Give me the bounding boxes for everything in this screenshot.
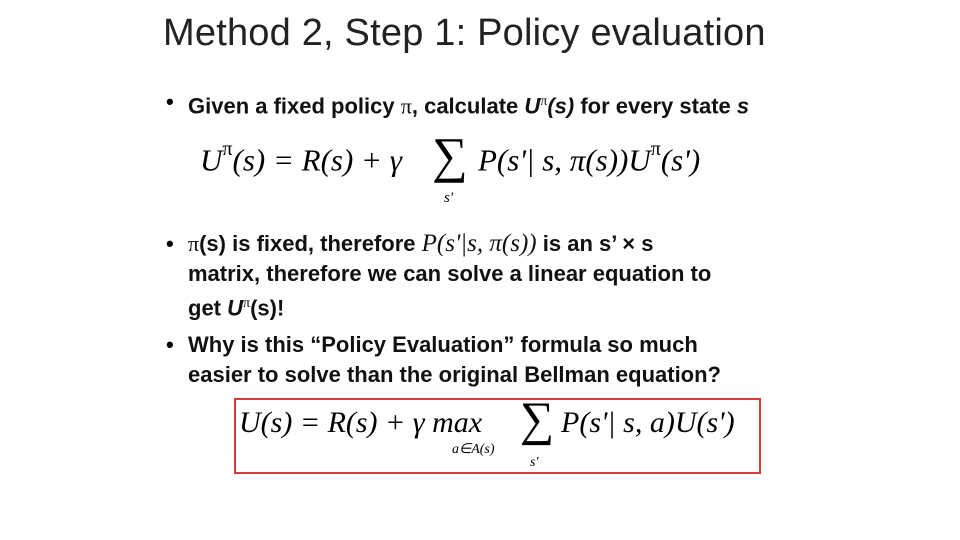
- bullet-3-line-2: easier to solve than the original Bellman equation?: [188, 362, 721, 387]
- summation-symbol: ∑: [520, 393, 555, 446]
- bullet-3-line-1: Why is this “Policy Evaluation” formula so much: [188, 332, 698, 357]
- utility-superscript: π: [243, 296, 251, 311]
- bullet-2-text-a: (s) is fixed, therefore: [199, 231, 422, 256]
- rhs-arg: (s'): [660, 142, 701, 178]
- bullet-marker: •: [166, 332, 174, 357]
- summation-subscript: s': [444, 190, 454, 206]
- pi-symbol: π: [188, 231, 200, 256]
- utility-symbol: U: [227, 295, 244, 321]
- transition-prob: P(s'|s, π(s)): [421, 230, 537, 257]
- lhs-arg: (s) = R(s) + γ: [232, 142, 402, 178]
- bullet-1-text-a: Given a fixed policy: [188, 93, 401, 119]
- bellman-rhs: P(s'| s, a)U(s'): [561, 406, 735, 439]
- bullet-marker: •: [166, 89, 174, 114]
- pi-symbol: π: [400, 93, 412, 119]
- summation-symbol: ∑: [432, 127, 468, 183]
- bullet-1: [188, 87, 749, 121]
- bullet-2: [188, 229, 788, 323]
- utility-superscript: π: [540, 94, 548, 109]
- bullet-2-text-b: is an s’ × s: [536, 231, 654, 256]
- bullet-2-line-3: [188, 289, 788, 323]
- slide-title: Method 2, Step 1: Policy evaluation: [163, 12, 766, 54]
- bullet-marker: •: [166, 231, 174, 256]
- state-arg: (s): [547, 93, 575, 119]
- lhs-sup: π: [222, 138, 233, 160]
- lhs-u: U: [200, 142, 223, 178]
- policy-eval-lhs: [200, 138, 402, 178]
- summation-subscript: s': [530, 455, 539, 470]
- rhs-main: P(s'| s, π(s))U: [478, 142, 651, 178]
- rhs-sup: π: [650, 138, 661, 160]
- bullet-3: [188, 330, 788, 390]
- bullet-2-end: (s)!: [250, 295, 285, 321]
- policy-eval-rhs: [478, 138, 701, 178]
- max-subscript: a∈A(s): [452, 442, 495, 457]
- state-symbol: s: [736, 93, 750, 119]
- bullet-2-get: get: [188, 295, 228, 321]
- bullet-1-text-c: for every state: [574, 93, 737, 119]
- bullet-1-text-b: , calculate: [411, 93, 525, 119]
- bullet-2-line-2: matrix, therefore we can solve a linear equation to: [188, 261, 712, 286]
- utility-symbol: U: [524, 93, 541, 119]
- bellman-lhs: U(s) = R(s) + γ max: [239, 406, 483, 439]
- bullet-2-line-1: [188, 229, 788, 259]
